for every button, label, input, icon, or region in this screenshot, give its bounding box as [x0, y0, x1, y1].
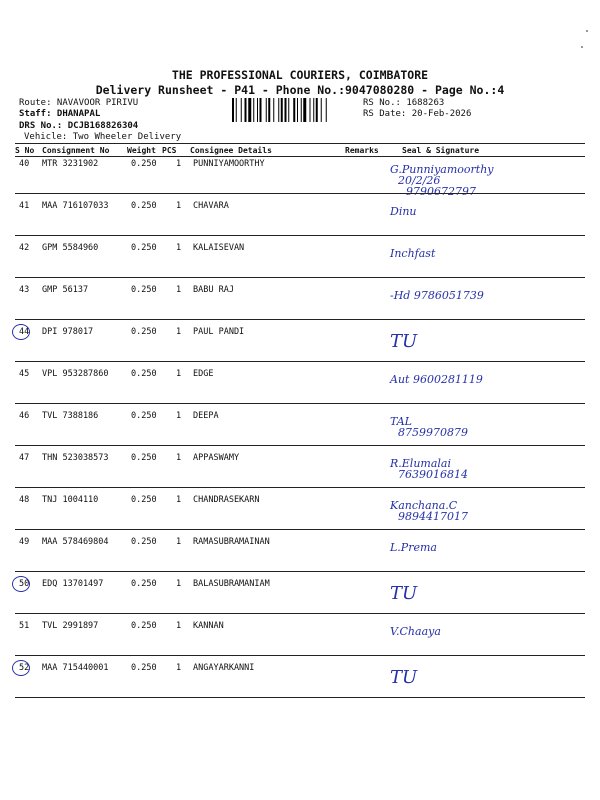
row-divider	[15, 655, 585, 656]
handwritten-signature: Aut 9600281119	[390, 373, 483, 386]
row-consignee: PAUL PANDI	[193, 327, 245, 337]
row-divider	[15, 277, 585, 278]
barcode-bar	[326, 98, 327, 122]
row-sno: 47	[19, 453, 30, 463]
col-sno-header: S No	[15, 146, 35, 155]
barcode-bar	[303, 98, 306, 122]
rs-number: RS No.: 1688263	[363, 98, 445, 108]
row-divider	[15, 529, 585, 530]
handwritten-signature: TU	[390, 331, 418, 352]
row-pcs: 1	[176, 537, 182, 547]
row-weight: 0.250	[131, 201, 157, 211]
rs-date: RS Date: 20-Feb-2026	[363, 109, 472, 119]
row-divider	[15, 403, 585, 404]
row-pcs: 1	[176, 495, 182, 505]
staff-label: Staff: DHANAPAL	[19, 109, 101, 119]
row-pcs: 1	[176, 453, 182, 463]
row-consignment-no: TVL 7388186	[42, 411, 99, 421]
header-top-rule	[15, 143, 585, 144]
handwritten-signature: Dinu	[390, 205, 417, 218]
row-consignment-no: THN 523038573	[42, 453, 109, 463]
barcode-bar	[273, 98, 274, 122]
row-sno: 50	[19, 579, 30, 589]
row-weight: 0.250	[131, 369, 157, 379]
row-divider	[15, 571, 585, 572]
handwritten-signature: TU	[390, 583, 418, 604]
row-weight: 0.250	[131, 243, 157, 253]
handwritten-signature: L.Prema	[390, 541, 437, 554]
row-consignee: RAMASUBRAMAINAN	[193, 537, 270, 547]
row-consignee: DEEPA	[193, 411, 219, 421]
row-divider	[15, 697, 585, 698]
handwritten-signature: 20/2/26	[398, 174, 441, 187]
row-divider	[15, 361, 585, 362]
row-weight: 0.250	[131, 621, 157, 631]
handwritten-signature: 9790672797	[406, 185, 476, 198]
row-consignee: CHANDRASEKARN	[193, 495, 260, 505]
handwritten-signature: 7639016814	[398, 468, 468, 481]
col-consignee-header: Consignee Details	[190, 146, 272, 155]
row-consignment-no: MAA 715440001	[42, 663, 109, 673]
row-consignee: BALASUBRAMANIAM	[193, 579, 270, 589]
row-sno: 45	[19, 369, 30, 379]
row-consignment-no: GPM 5584960	[42, 243, 99, 253]
pen-circle-mark	[12, 324, 30, 340]
barcode-bar	[253, 98, 254, 122]
col-seal-header: Seal & Signature	[402, 146, 480, 155]
scan-speck	[581, 46, 583, 48]
row-consignment-no: MAA 578469804	[42, 537, 109, 547]
barcode-bar	[232, 98, 234, 122]
handwritten-signature: G.Punniyamoorthy	[390, 163, 494, 176]
row-divider	[15, 235, 585, 236]
row-consignee: KANNAN	[193, 621, 224, 631]
row-sno: 40	[19, 159, 30, 169]
row-pcs: 1	[176, 663, 182, 673]
row-weight: 0.250	[131, 495, 157, 505]
row-pcs: 1	[176, 369, 182, 379]
runsheet-title: Delivery Runsheet - P41 - Phone No.:9047080280 - Page No.:4	[95, 83, 505, 97]
row-consignment-no: TVL 2991897	[42, 621, 99, 631]
header-bottom-rule	[15, 156, 585, 157]
row-weight: 0.250	[131, 327, 157, 337]
drs-label: DRS No.: DCJB168826304	[19, 121, 139, 131]
barcode-bar	[316, 98, 318, 122]
barcode-bar	[310, 98, 311, 122]
barcode-bar	[301, 98, 302, 122]
barcode-bar	[285, 98, 287, 122]
row-sno: 51	[19, 621, 30, 631]
handwritten-signature: V.Chaaya	[390, 625, 441, 638]
row-divider	[15, 487, 585, 488]
row-consignee: ANGAYARKANNI	[193, 663, 255, 673]
row-consignment-no: DPI 978017	[42, 327, 94, 337]
row-pcs: 1	[176, 243, 182, 253]
row-consignee: EDGE	[193, 369, 214, 379]
barcode-bar	[245, 98, 247, 122]
row-consignment-no: TNJ 1004110	[42, 495, 99, 505]
row-pcs: 1	[176, 579, 182, 589]
barcode-bar	[248, 98, 251, 122]
row-pcs: 1	[176, 411, 182, 421]
barcode-bar	[236, 98, 237, 122]
row-pcs: 1	[176, 159, 182, 169]
row-weight: 0.250	[131, 663, 157, 673]
row-divider	[15, 613, 585, 614]
barcode-bar	[266, 98, 267, 122]
col-pcs-header: PCS	[162, 146, 177, 155]
barcode-bar	[288, 98, 289, 122]
row-consignee: CHAVARA	[193, 201, 229, 211]
row-divider	[15, 319, 585, 320]
row-divider	[15, 193, 585, 194]
barcode-bar	[321, 98, 322, 122]
row-sno: 42	[19, 243, 30, 253]
pen-circle-mark	[12, 660, 30, 676]
barcode-bar	[293, 98, 295, 122]
barcode-bar	[268, 98, 270, 122]
handwritten-signature: 8759970879	[398, 426, 468, 439]
row-weight: 0.250	[131, 537, 157, 547]
row-sno: 49	[19, 537, 30, 547]
row-pcs: 1	[176, 285, 182, 295]
handwritten-signature: R.Elumalai	[390, 457, 451, 470]
row-consignment-no: MTR 3231902	[42, 159, 99, 169]
handwritten-signature: -Hd 9786051739	[390, 289, 484, 302]
row-consignee: PUNNIYAMOORTHY	[193, 159, 265, 169]
row-pcs: 1	[176, 621, 182, 631]
barcode-bar	[278, 98, 279, 122]
row-weight: 0.250	[131, 453, 157, 463]
row-sno: 44	[19, 327, 30, 337]
vehicle-label: Vehicle: Two Wheeler Delivery	[24, 132, 182, 142]
barcode-bar	[241, 98, 242, 122]
row-pcs: 1	[176, 327, 182, 337]
row-divider	[15, 445, 585, 446]
barcode-bar	[313, 98, 314, 122]
row-consignment-no: EDQ 13701497	[42, 579, 104, 589]
row-sno: 43	[19, 285, 30, 295]
barcode-bar	[257, 98, 258, 122]
barcode-bar	[260, 98, 262, 122]
row-sno: 48	[19, 495, 30, 505]
row-weight: 0.250	[131, 285, 157, 295]
handwritten-signature: TU	[390, 667, 418, 688]
row-consignee: APPASWAMY	[193, 453, 240, 463]
row-consignment-no: VPL 953287860	[42, 369, 109, 379]
pen-circle-mark	[12, 576, 30, 592]
route-label: Route: NAVAVOOR PIRIVU	[19, 98, 139, 108]
col-weight-header: Weight	[127, 146, 156, 155]
row-sno: 41	[19, 201, 30, 211]
row-consignment-no: MAA 716107033	[42, 201, 109, 211]
row-weight: 0.250	[131, 411, 157, 421]
row-weight: 0.250	[131, 159, 157, 169]
col-remarks-header: Remarks	[345, 146, 379, 155]
barcode-image	[232, 98, 360, 122]
row-weight: 0.250	[131, 579, 157, 589]
handwritten-signature: Inchfast	[390, 247, 436, 260]
row-pcs: 1	[176, 201, 182, 211]
col-consignment-header: Consignment No	[42, 146, 110, 155]
barcode-bar	[281, 98, 283, 122]
row-sno: 46	[19, 411, 30, 421]
handwritten-signature: Kanchana.C	[390, 499, 458, 512]
scan-speck	[586, 30, 588, 32]
handwritten-signature: 9894417017	[398, 510, 468, 523]
row-sno: 52	[19, 663, 30, 673]
company-title: THE PROFESSIONAL COURIERS, COIMBATORE	[171, 68, 429, 82]
row-consignee: BABU RAJ	[193, 285, 234, 295]
row-consignee: KALAISEVAN	[193, 243, 245, 253]
handwritten-signature: TAL	[390, 415, 412, 428]
barcode-bar	[297, 98, 298, 122]
row-consignment-no: GMP 56137	[42, 285, 89, 295]
